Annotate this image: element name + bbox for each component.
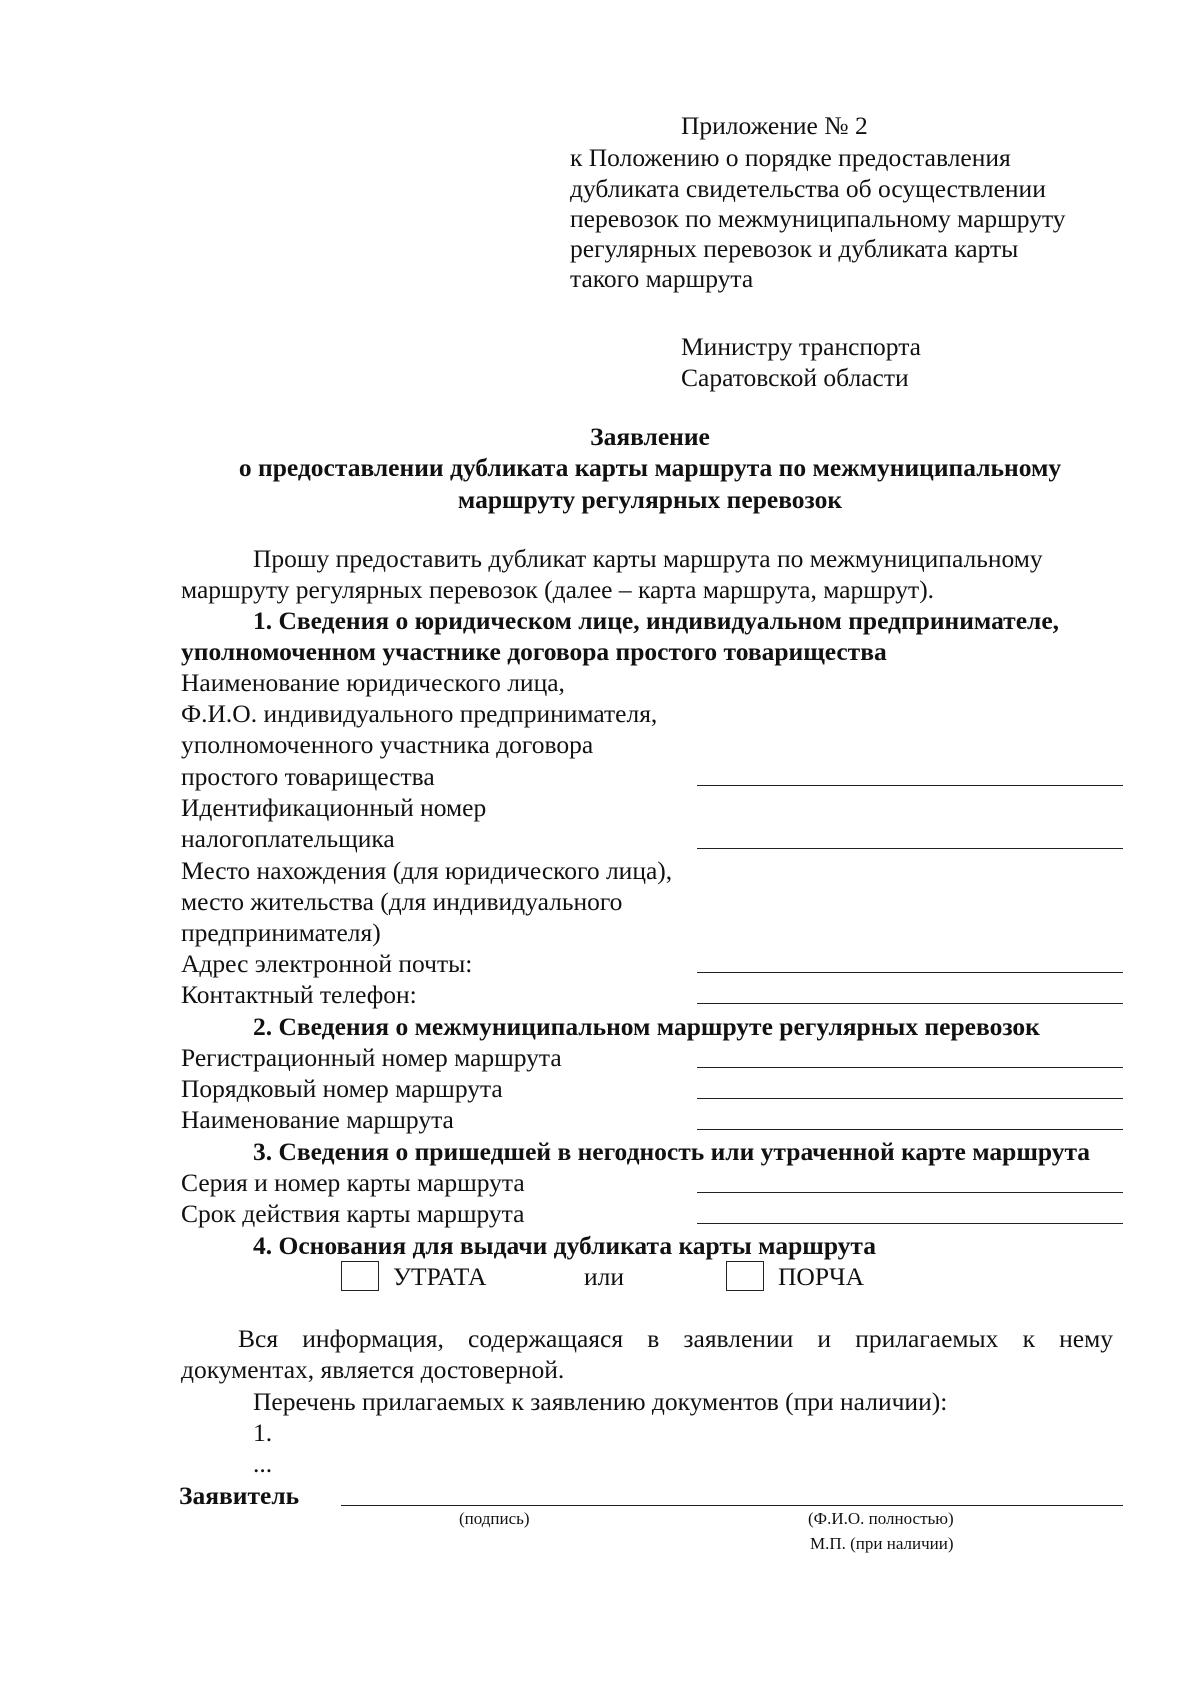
field-label: место жительства (для индивидуального (181, 887, 623, 916)
phone-input-line[interactable] (697, 1003, 1123, 1004)
heading-line: о предоставлении дубликата карты маршрута по межмуниципальному (238, 453, 1062, 482)
card-series-input-line[interactable] (697, 1192, 1123, 1193)
attachments-title: Перечень прилагаемых к заявлению документов (при наличии): (253, 1387, 948, 1416)
field-label: налогоплательщика (181, 824, 395, 853)
field-label: Адрес электронной почты: (181, 949, 473, 978)
damage-option-label: ПОРЧА (778, 1262, 865, 1291)
field-label: Контактный телефон: (181, 980, 417, 1009)
heading-title: Заявление (590, 422, 710, 451)
inn-input-line[interactable] (697, 848, 1123, 849)
field-label: Порядковый номер маршрута (181, 1074, 503, 1103)
field-label: Серия и номер карты маршрута (181, 1168, 525, 1197)
appendix-line: регулярных перевозок и дубликата карты (570, 234, 1019, 263)
field-label: Наименование юридического лица, (181, 668, 565, 697)
statement-line: документах, является достоверной. (181, 1355, 565, 1384)
section-1-title: уполномоченном участнике договора простого товарищества (181, 637, 887, 666)
route-reg-number-input-line[interactable] (697, 1067, 1123, 1068)
section-4-title: 4. Основания для выдачи дубликата карты маршрута (253, 1231, 877, 1260)
or-label: или (584, 1262, 625, 1291)
damage-checkbox[interactable] (726, 1261, 764, 1291)
field-label: предпринимателя) (181, 918, 381, 947)
appendix-line: перевозок по межмуниципальному маршруту (570, 204, 1066, 233)
applicant-label: Заявитель (179, 1481, 300, 1510)
route-serial-number-input-line[interactable] (697, 1098, 1123, 1099)
field-label: Идентификационный номер (181, 793, 487, 822)
appendix-line: дубликата свидетельства об осуществлении (570, 174, 1046, 203)
field-label: Ф.И.О. индивидуального предпринимателя, (181, 699, 658, 728)
appendix-title: Приложение № 2 (681, 111, 868, 140)
appendix-line: к Положению о порядке предоставления (570, 143, 1011, 172)
heading-line: маршруту регулярных перевозок (457, 485, 843, 514)
intro-line: маршруту регулярных перевозок (далее – карта маршрута, маршрут). (181, 575, 935, 604)
email-input-line[interactable] (697, 972, 1123, 973)
signature-input-line[interactable] (341, 1505, 1123, 1506)
field-label: Место нахождения (для юридического лица), (181, 856, 673, 885)
addressee-line: Саратовской области (681, 363, 909, 392)
stamp-caption: М.П. (при наличии) (810, 1534, 954, 1553)
intro-line: Прошу предоставить дубликат карты маршрута по межмуниципальному (253, 544, 1043, 573)
card-validity-input-line[interactable] (697, 1223, 1123, 1224)
section-3-title: 3. Сведения о пришедшей в негодность или утраченной карте маршрута (253, 1137, 1091, 1166)
statement-line: Вся информация, содержащаяся в заявлении и прилагаемых к нему (238, 1324, 1113, 1353)
field-label: Наименование маршрута (181, 1105, 454, 1134)
loss-option-label: УТРАТА (393, 1262, 487, 1291)
route-name-input-line[interactable] (697, 1129, 1123, 1130)
field-label: простого товарищества (181, 762, 435, 791)
field-label: Срок действия карты маршрута (181, 1199, 525, 1228)
appendix-line: такого маршрута (570, 264, 754, 293)
full-name-caption: (Ф.И.О. полностью) (808, 1509, 954, 1528)
addressee-line: Министру транспорта (681, 332, 921, 361)
attachments-item: 1. (253, 1418, 273, 1447)
section-1-title: 1. Сведения о юридическом лице, индивидуальном предпринимателе, (253, 606, 1060, 635)
company-name-input-line[interactable] (697, 785, 1123, 786)
field-label: уполномоченного участника договора (181, 730, 594, 759)
loss-checkbox[interactable] (341, 1261, 379, 1291)
signature-caption: (подпись) (459, 1509, 530, 1528)
section-2-title: 2. Сведения о межмуниципальном маршруте регулярных перевозок (253, 1012, 1040, 1041)
attachments-item: ... (253, 1449, 273, 1478)
field-label: Регистрационный номер маршрута (181, 1043, 562, 1072)
